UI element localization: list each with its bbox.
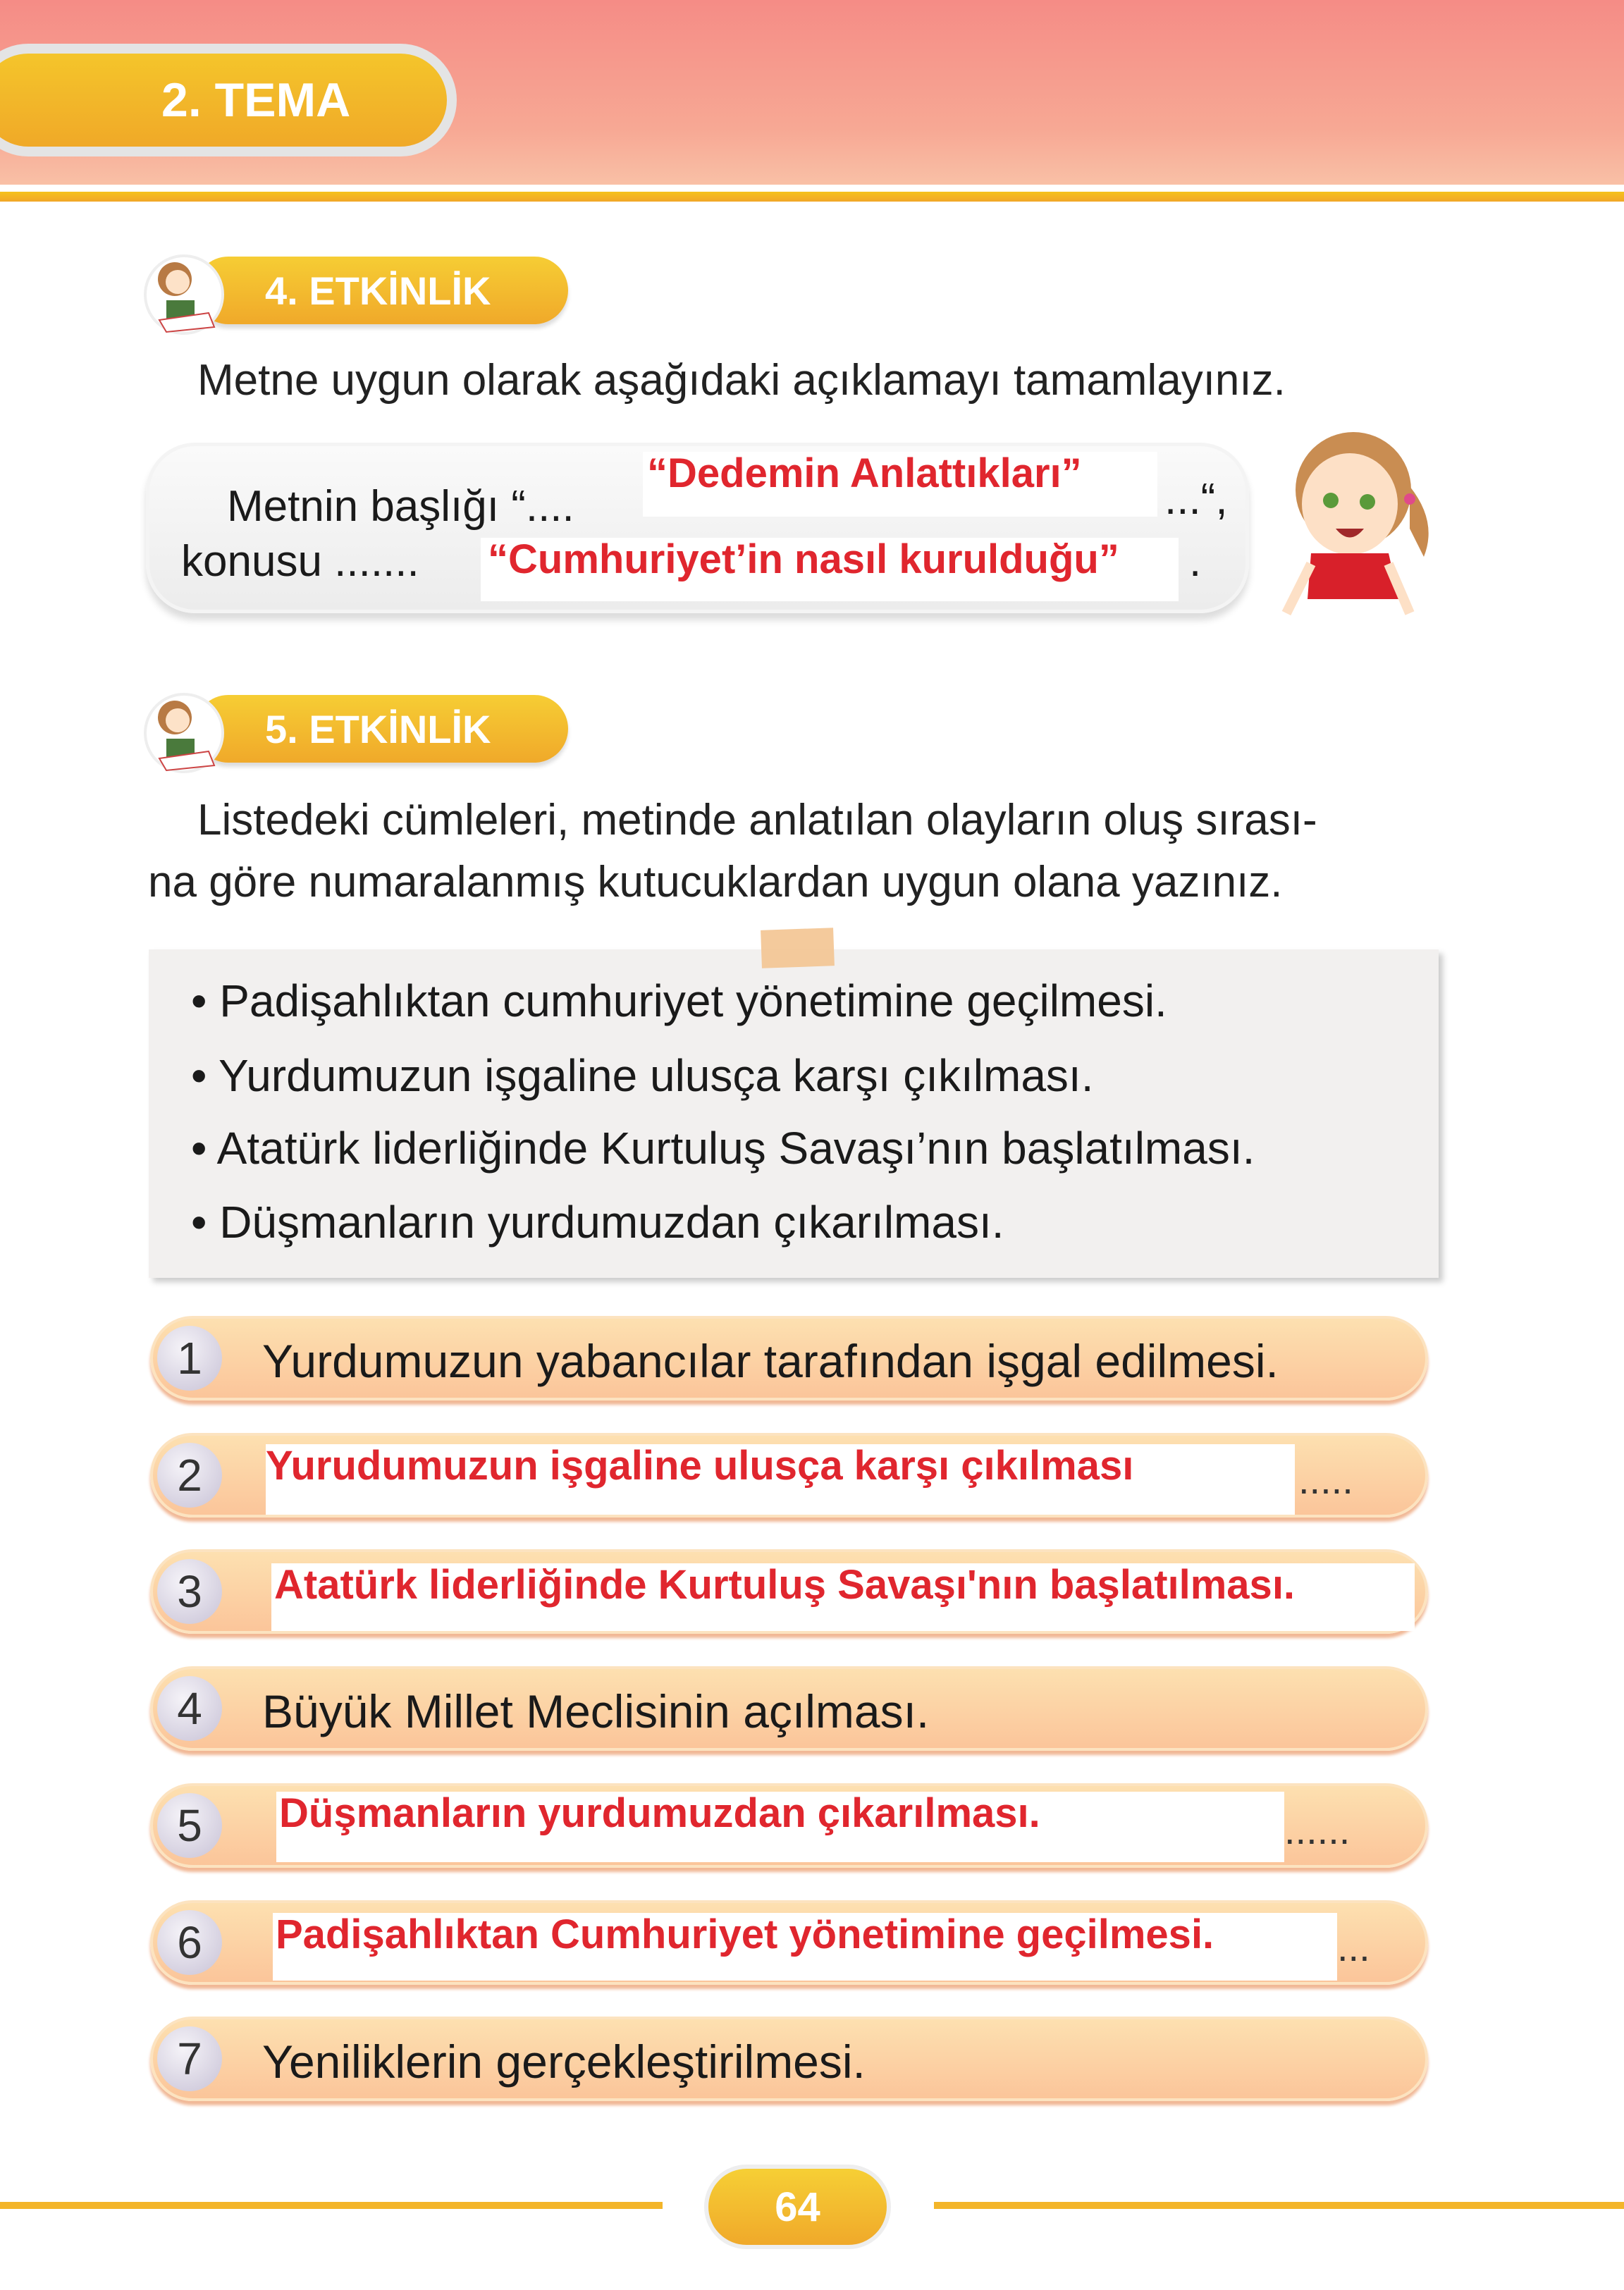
activity5-instruction-line1: Listedeki cümleleri, metinde anlatılan olayların oluş sırası- <box>197 796 1317 844</box>
answer-title[interactable]: “Dedemin Anlattıkları” <box>643 452 1157 517</box>
footer-line-right <box>934 2202 1624 2209</box>
girl-writing-icon <box>131 251 237 336</box>
sequence-row-1: 1 Yurdumuzun yabancılar tarafından işgal edilmesi. <box>150 1316 1428 1401</box>
activity4-badge: 4. ETKİNLİK <box>131 251 568 328</box>
sequence-row-6: 6 Padişahlıktan Cumhuriyet yönetimine geçilmesi. ... <box>150 1900 1428 1985</box>
tape-decoration <box>761 928 835 968</box>
list-item: • Padişahlıktan cumhuriyet yönetimine geçilmesi. <box>191 975 1167 1026</box>
girl-character-icon <box>1269 423 1441 624</box>
list-item: • Düşmanların yurdumuzdan çıkarılması. <box>191 1197 1004 1248</box>
list-item: • Yurdumuzun işgaline ulusça karşı çıkılması. <box>191 1050 1094 1101</box>
header-divider <box>0 192 1624 202</box>
activity5-badge: 5. ETKİNLİK <box>131 689 568 767</box>
theme-pill: 2. TEMA <box>0 44 457 156</box>
answer-row-2[interactable]: Yurudumuzun işgaline ulusça karşı çıkılması <box>266 1444 1295 1515</box>
activity4-instruction: Metne uygun olarak aşağıdaki açıklamayı tamamlayınız. <box>197 356 1286 405</box>
page-number: 64 <box>704 2165 891 2249</box>
answer-row-6[interactable]: Padişahlıktan Cumhuriyet yönetimine geçilmesi. <box>273 1913 1337 1981</box>
answer-row-5[interactable]: Düşmanların yurdumuzdan çıkarılması. <box>276 1792 1284 1862</box>
sequence-row-2: 2 Yurudumuzun işgaline ulusça karşı çıkılması ..... <box>150 1433 1428 1518</box>
sequence-row-4: 4 Büyük Millet Meclisinin açılması. <box>150 1666 1428 1751</box>
sequence-row-7: 7 Yeniliklerin gerçekleştirilmesi. <box>150 2017 1428 2101</box>
answer-row-3[interactable]: Atatürk liderliğinde Kurtuluş Savaşı'nın başlatılması. <box>271 1563 1415 1631</box>
answer-topic[interactable]: “Cumhuriyet’in nasıl kurulduğu” <box>481 538 1179 601</box>
speech-bubble: Metnin başlığı “.... “Dedemin Anlattıkları” ...“, konusu ....... “Cumhuriyet’in nasıl kurulduğu” . <box>146 443 1249 613</box>
sequence-row-3: 3 Atatürk liderliğinde Kurtuluş Savaşı'nın başlatılması. <box>150 1549 1428 1634</box>
footer-line-left <box>0 2202 663 2209</box>
girl-writing-icon <box>131 689 237 774</box>
sentence-list <box>149 949 1439 1278</box>
list-item: • Atatürk liderliğinde Kurtuluş Savaşı’nın başlatılması. <box>191 1123 1255 1174</box>
sequence-row-5: 5 Düşmanların yurdumuzdan çıkarılması. ...... <box>150 1783 1428 1868</box>
activity5-instruction-line2: na göre numaralanmış kutucuklardan uygun olana yazınız. <box>148 858 1283 906</box>
